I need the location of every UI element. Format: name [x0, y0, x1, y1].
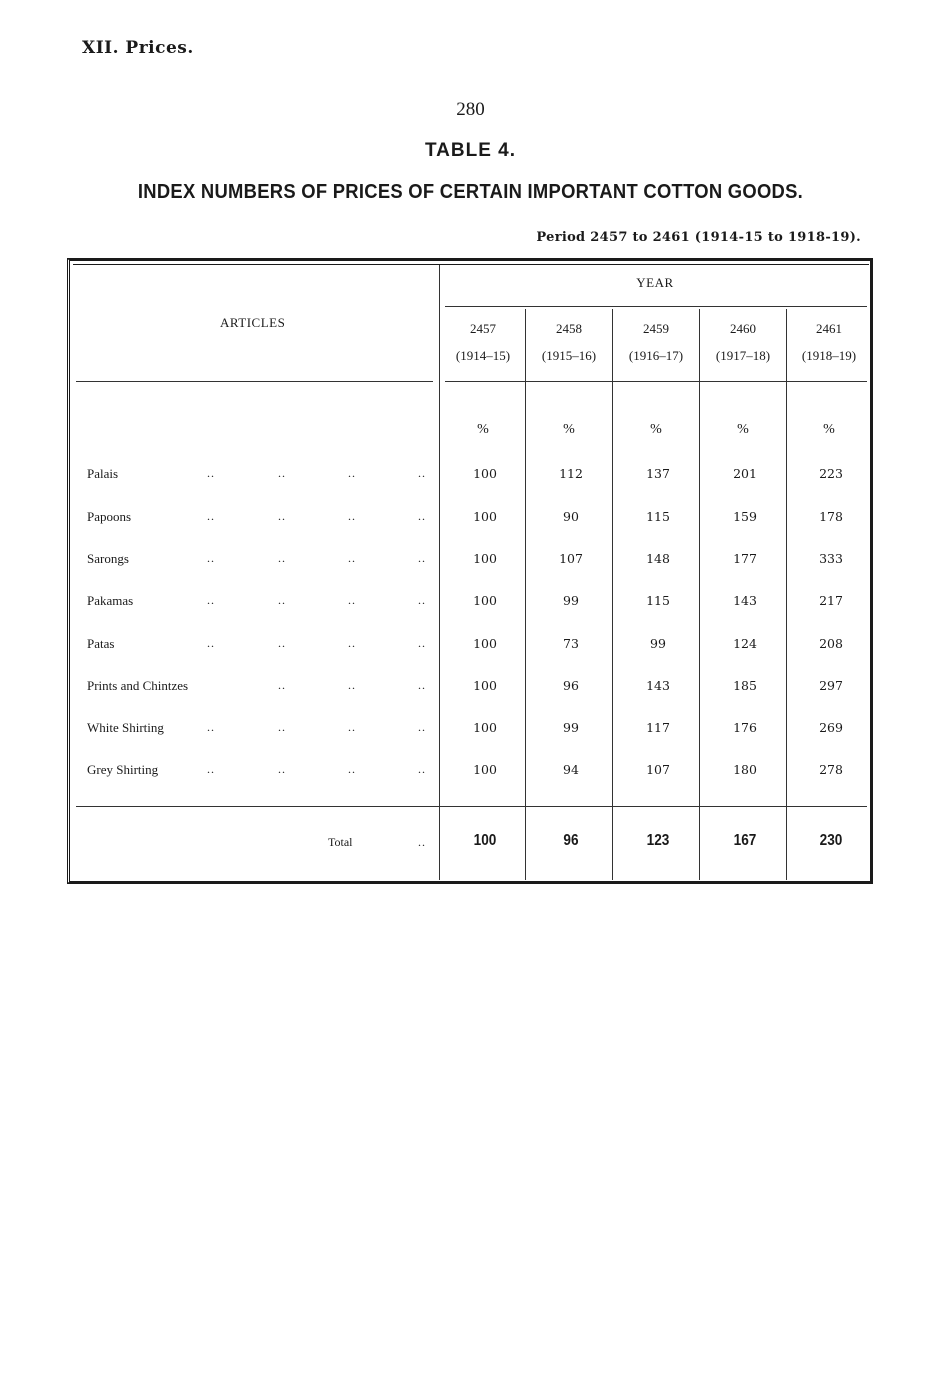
leader-dots: ..	[348, 678, 356, 692]
leader-dots: ..	[207, 593, 215, 607]
cell-value: 100	[473, 509, 497, 524]
col-year-2460: 2460	[730, 321, 756, 336]
cell-value: 100	[473, 762, 497, 777]
col-year-2457: 2457	[470, 321, 496, 336]
unit-percent: %	[477, 422, 489, 437]
cell-value: 159	[733, 509, 757, 524]
col-range-2457: (1914–15)	[455, 348, 511, 363]
cell-value: 117	[646, 720, 670, 735]
leader-dots: ..	[418, 551, 426, 565]
unit-percent: %	[823, 422, 835, 437]
cell-value: 100	[473, 593, 497, 608]
leader-dots: ..	[278, 636, 286, 650]
leader-dots: ..	[278, 551, 286, 565]
cell-value: 107	[646, 762, 670, 777]
leader-dots: ..	[418, 636, 426, 650]
total-value: 100	[473, 832, 497, 849]
total-value: 230	[819, 832, 843, 849]
leader-dots: ..	[348, 551, 356, 565]
cell-value: 124	[733, 636, 757, 651]
unit-percent: %	[737, 422, 749, 437]
leader-dots: ..	[348, 720, 356, 734]
cell-value: 100	[473, 466, 497, 481]
leader-dots: ..	[418, 509, 426, 523]
leader-dots: ..	[418, 720, 426, 734]
year-header: YEAR	[636, 275, 674, 290]
leader-dots: ..	[418, 593, 426, 607]
year-rule	[445, 306, 867, 307]
cell-value: 333	[819, 551, 843, 566]
leader-dots: ..	[278, 678, 286, 692]
cell-value: 99	[563, 593, 579, 608]
col-divider-2	[612, 309, 613, 880]
row-label: Sarongs	[87, 551, 129, 566]
leader-dots: ..	[348, 593, 356, 607]
cell-value: 115	[646, 593, 670, 608]
header-rule-right	[445, 381, 867, 382]
cell-value: 107	[559, 551, 583, 566]
articles-header: ARTICLES	[220, 315, 286, 330]
col-year-2461: 2461	[816, 321, 842, 336]
leader-dots: ..	[418, 678, 426, 692]
col-range-2461: (1918–19)	[801, 348, 857, 363]
total-value: 123	[646, 832, 670, 849]
cell-value: 73	[563, 636, 579, 651]
cell-value: 217	[819, 593, 843, 608]
row-label: Prints and Chintzes	[87, 678, 189, 693]
cell-value: 115	[646, 509, 670, 524]
leader-dots: ..	[418, 762, 426, 776]
row-label: Palais	[87, 466, 119, 481]
table-number: TABLE 4.	[424, 140, 517, 161]
col-year-2459: 2459	[643, 321, 669, 336]
cell-value: 100	[473, 678, 497, 693]
total-value: 96	[563, 832, 579, 849]
cell-value: 148	[646, 551, 670, 566]
col-range-2458: (1915–16)	[541, 348, 597, 363]
leader-dots: ..	[207, 466, 215, 480]
cell-value: 99	[563, 720, 579, 735]
leader-dots: ..	[348, 466, 356, 480]
row-label: White Shirting	[87, 720, 164, 735]
leader-dots: ..	[278, 593, 286, 607]
cell-value: 94	[563, 762, 579, 777]
col-divider-4	[786, 309, 787, 880]
section-heading: XII. Prices.	[82, 38, 194, 58]
total-value: 167	[733, 832, 757, 849]
total-rule	[76, 806, 867, 807]
articles-divider	[439, 265, 440, 880]
leader-dots: ..	[348, 762, 356, 776]
col-range-2459: (1916–17)	[628, 348, 684, 363]
leader-dots: ..	[207, 551, 215, 565]
leader-dots: ..	[207, 509, 215, 523]
leader-dots: ..	[278, 466, 286, 480]
cell-value: 297	[819, 678, 843, 693]
col-range-2460: (1917–18)	[715, 348, 771, 363]
leader-dots: ..	[207, 636, 215, 650]
leader-dots: ..	[418, 835, 426, 849]
cell-value: 223	[819, 466, 843, 481]
period-caption: Period 2457 to 2461 (1914-15 to 1918-19).	[536, 230, 861, 245]
table-inner-rule	[73, 264, 869, 265]
col-divider-1	[525, 309, 526, 880]
unit-percent: %	[650, 422, 662, 437]
cell-value: 269	[819, 720, 843, 735]
row-label: Pakamas	[87, 593, 134, 608]
header-rule-left	[76, 381, 433, 382]
cell-value: 96	[563, 678, 579, 693]
cell-value: 100	[473, 636, 497, 651]
cell-value: 100	[473, 551, 497, 566]
leader-dots: ..	[348, 509, 356, 523]
col-divider-3	[699, 309, 700, 880]
row-label: Papoons	[87, 509, 132, 524]
cell-value: 178	[819, 509, 843, 524]
cell-value: 100	[473, 720, 497, 735]
leader-dots: ..	[207, 762, 215, 776]
total-label: Total	[328, 835, 353, 849]
col-year-2458: 2458	[556, 321, 582, 336]
cell-value: 201	[733, 466, 757, 481]
page-number: 280	[456, 99, 485, 120]
cell-value: 278	[819, 762, 843, 777]
cell-value: 208	[819, 636, 843, 651]
cell-value: 177	[733, 551, 757, 566]
cell-value: 143	[733, 593, 757, 608]
table-title: INDEX NUMBERS OF PRICES OF CERTAIN IMPORTANT COTTON GOODS.	[137, 181, 804, 203]
cell-value: 185	[733, 678, 757, 693]
unit-percent: %	[563, 422, 575, 437]
leader-dots: ..	[278, 762, 286, 776]
cell-value: 99	[650, 636, 666, 651]
leader-dots: ..	[278, 509, 286, 523]
row-label: Grey Shirting	[87, 762, 159, 777]
leader-dots: ..	[348, 636, 356, 650]
row-label: Patas	[87, 636, 115, 651]
cell-value: 143	[646, 678, 670, 693]
cell-value: 90	[563, 509, 579, 524]
cell-value: 137	[646, 466, 670, 481]
cell-value: 176	[733, 720, 757, 735]
leader-dots: ..	[418, 466, 426, 480]
leader-dots: ..	[207, 720, 215, 734]
cell-value: 180	[733, 762, 757, 777]
leader-dots: ..	[278, 720, 286, 734]
cell-value: 112	[559, 466, 583, 481]
